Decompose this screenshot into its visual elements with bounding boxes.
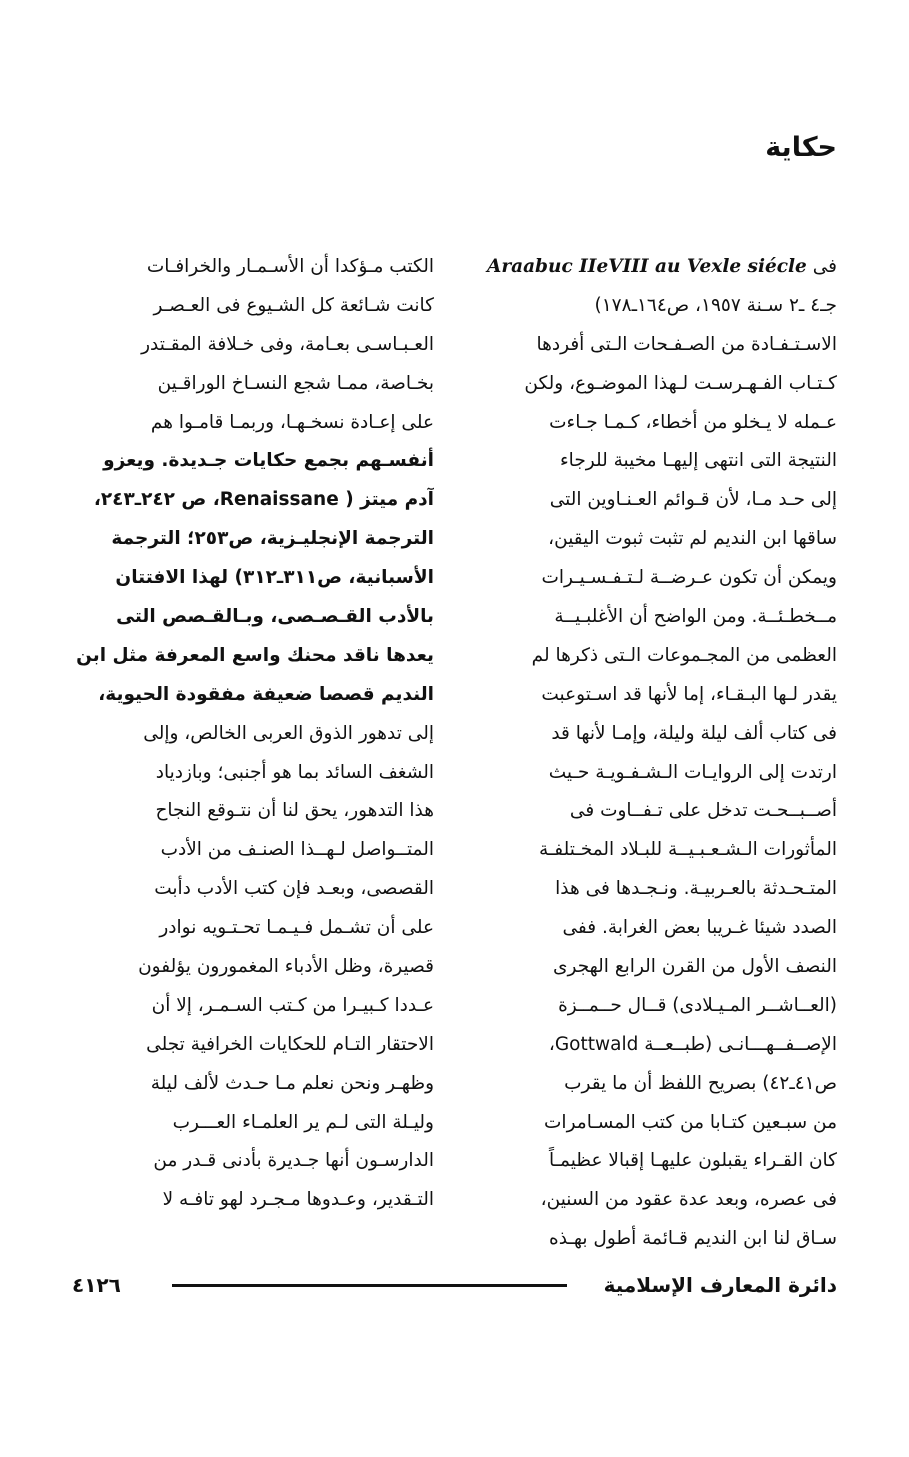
text-line: أنفسـهم بجمع حكايات جـديدة. ويعزو	[103, 450, 434, 472]
text-line: الاحتقار التـام للحكايات الخرافية تجلى	[146, 1033, 434, 1055]
text-line: من سبـعين كتـابا من كتب المسـامرات	[544, 1111, 837, 1133]
text-line: الإصــفــهـــانـى (طبــعــة Gottwald،	[548, 1033, 837, 1055]
text-line: بخـاصة، ممـا شجع النسـاخ الوراقـين	[157, 372, 434, 394]
text-line: وظهـر ونحن نعلم مـا حـدث لألف ليلة	[150, 1072, 434, 1094]
text-line: عـمله لا يـخلو من أخطاء، كـمـا جـاءت	[549, 411, 837, 433]
text-line: النديم قصصا ضعيفة مفقودة الحيوية،	[98, 683, 434, 705]
footer-title: دائرة المعارف الإسلامية	[603, 1273, 837, 1297]
text-line: هذا التدهور، يحق لنا أن نتـوقع النجاح	[155, 800, 434, 822]
text-line: الأسبانية، ص٣١١ـ٣١٢) لهذا الافتتان	[115, 567, 434, 589]
text-line: آدم ميتز ( Renaissane، ص ٢٤٢ـ٢٤٣،	[93, 489, 434, 511]
text-line: على أن تشـمل فـيـمـا تحـتـويه نوادر	[159, 917, 434, 939]
text-line: المأثورات الـشـعـبـيــة للبـلاد المخـتلفـة	[538, 839, 837, 861]
text-line: الصدد شيئا غـريبا بعض الغرابة. ففى	[562, 917, 837, 939]
text-line: ساقها ابن النديم لم تثبت ثبوت اليقين،	[548, 528, 837, 550]
text-line: على إعـادة نسخـهـا، وربمـا قامـوا هم	[150, 411, 434, 433]
text-line: ويمكن أن تكون عـرضــة لـتـفـسـيـرات	[541, 567, 837, 589]
right-text-column	[475, 248, 837, 1259]
page-header-title: حكاية	[765, 132, 837, 163]
text-line: وليـلة التى لـم ير العلمـاء العـــرب	[172, 1111, 434, 1133]
text-line: إلى حـد مـا، لأن قـوائم العـنـاوين التى	[549, 489, 837, 511]
text-line: القصصى، وبعـد فإن كتب الأدب دأبت	[154, 878, 434, 900]
text-line: عـددا كـبيـرا من كـتب السـمـر، إلا أن	[151, 994, 434, 1016]
text-line: ص٤١ـ٤٢) بصريح اللفظ أن ما يقرب	[564, 1072, 837, 1094]
text-line: النصف الأول من القرن الرابع الهجرى	[553, 956, 837, 978]
text-line: النتيجة التى انتهى إليهـا مخيبة للرجاء	[559, 450, 837, 472]
text-line: مــخطـئــة. ومن الواضح أن الأغلبـيــة	[554, 606, 837, 628]
text-line: الشغف السائد بما هو أجنبى؛ وبازدياد	[155, 761, 434, 783]
text-line: كـتـاب الفـهـرسـت لـهذا الموضـوع، ولكن	[524, 372, 837, 394]
text-line: يقدر لـها البـقـاء، إما لأنها قد اسـتوعبت	[541, 683, 837, 705]
text-line: الترجمة الإنجليـزية، ص٢٥٣؛ الترجمة	[111, 528, 434, 550]
text-line: يعدها ناقد محنك واسع المعرفة مثل ابن	[76, 644, 434, 666]
left-text-column	[72, 248, 434, 1220]
text-line: الدارسـون أنها جـديرة بأدنى قـدر من	[153, 1150, 434, 1172]
latin-reference: Araabuc IIeVIII au Vexle siécle	[486, 256, 807, 277]
text-line: فى كتاب ألف ليلة وليلة، وإمـا لأنها قد	[551, 722, 837, 744]
inline-arabic-fi: فى	[812, 256, 837, 277]
text-line: العظمى من المجـموعات الـتى ذكرها لم	[531, 644, 837, 666]
text-line	[475, 248, 837, 287]
text-line: الاسـتـفـادة من الصـفـحات الـتى أفردها	[536, 333, 837, 355]
text-line: المتــواصل لـهــذا الصنـف من الأدب	[160, 839, 434, 861]
text-line: المتـحـدثة بالعـربيـة. ونـجـدها فى هذا	[555, 878, 837, 900]
text-line: جـ٤ ـ٢ سـنة ١٩٥٧، ص١٦٤ـ١٧٨)	[594, 294, 837, 316]
page-footer	[72, 1265, 837, 1305]
text-line: إلى تدهور الذوق العربى الخالص، وإلى	[143, 722, 434, 744]
page-number: ٤١٢٦	[72, 1273, 121, 1297]
text-line: الكتب مـؤكدا أن الأسـمـار والخرافـات	[146, 256, 434, 277]
text-line: كانت شـائعة كل الشـيوع فى العـصـر	[153, 294, 434, 316]
text-line: أصــبــحـت تدخل على تـفــاوت فى	[569, 800, 837, 822]
text-line: (العــاشــر المـيـلادى) قــال حــمــزة	[558, 994, 837, 1016]
text-line: فى عصره، وبعد عدة عقود من السنين،	[540, 1189, 837, 1211]
text-line: كان القـراء يقبلون عليهـا إقبالا عظيمـاً	[548, 1150, 837, 1172]
text-line: العـبـاسـى بعـامة، وفى خـلافة المقـتدر	[141, 333, 434, 355]
text-line: ارتدت إلى الروايـات الـشـفـويـة حـيث	[548, 761, 837, 783]
footer-divider	[172, 1284, 567, 1287]
text-line: التـقدير، وعـدوها مـجـرد لهو تافـه لا	[162, 1189, 434, 1211]
text-line: قصيرة، وظل الأدباء المغمورون يؤلفون	[138, 956, 434, 978]
text-line: بالأدب القـصـصى، وبـالقـصص التى	[116, 606, 434, 628]
text-line: سـاق لنا ابن النديم قـائمة أطول بهـذه	[549, 1228, 837, 1250]
